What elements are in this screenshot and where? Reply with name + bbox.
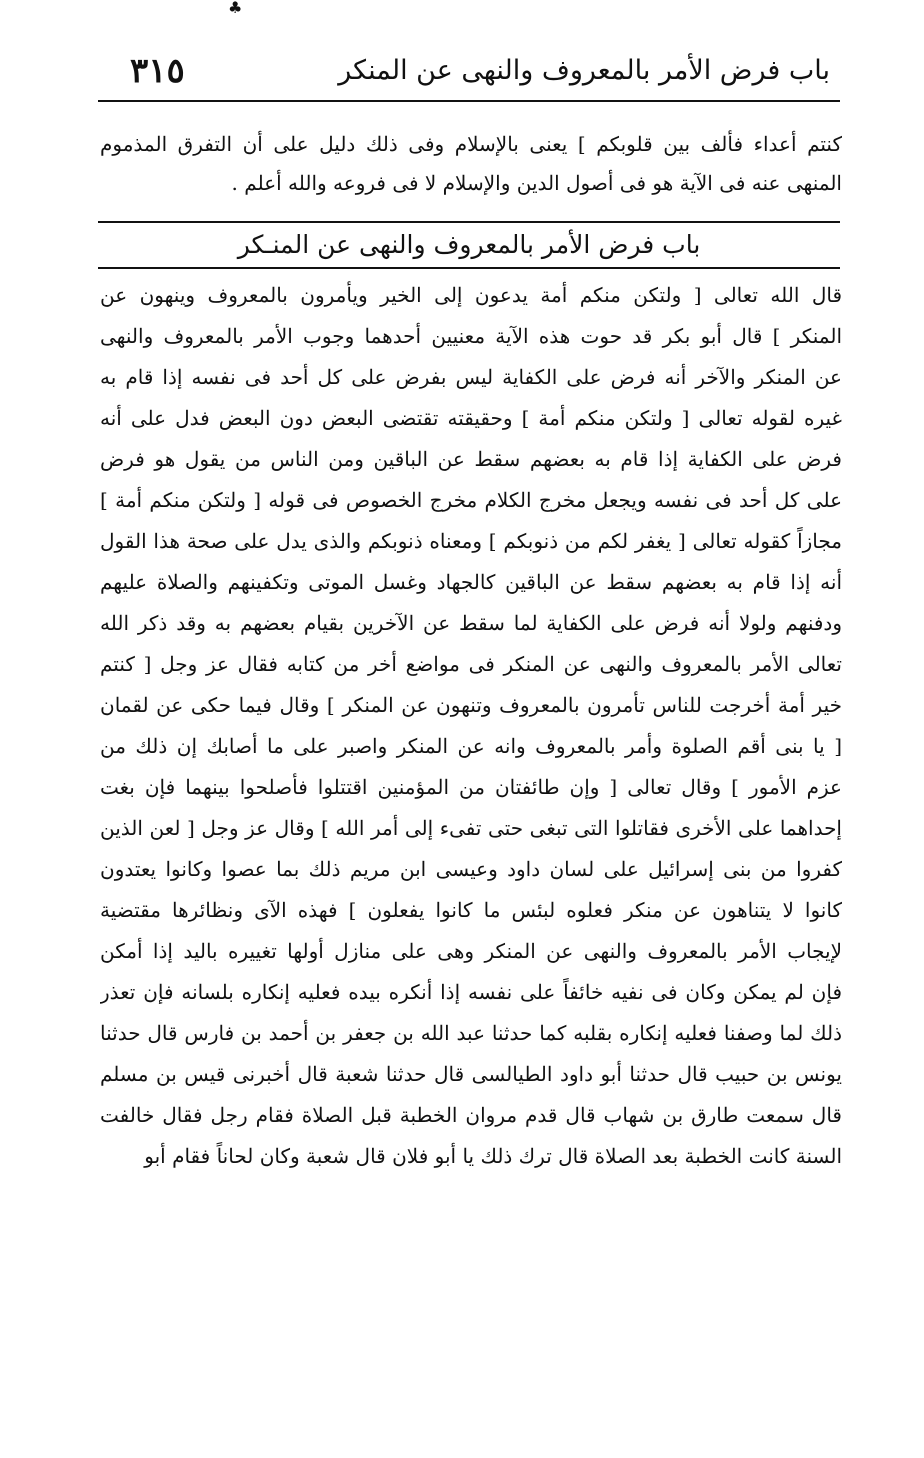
text-line: غيره لقوله تعالى [ ولتكن منكم أمة ] وحقيقته تقتضى البعض دون البعض فدل على أنه [100, 406, 842, 430]
text-line: المنهى عنه فى الآية هو فى أصول الدين والإسلام لا فى فروعه والله أعلم . [231, 171, 842, 195]
text-line: كانوا لا يتناهون عن منكر فعلوه لبئس ما كانوا يفعلون ] فهذه الآى ونظائرها مقتضية [100, 898, 842, 922]
section-body [100, 275, 842, 1177]
text-line: إحداهما على الأخرى فقاتلوا التى تبغى حتى تفىء إلى أمر الله ] وقال عز وجل [ لعن الذين [100, 816, 842, 840]
section-rule-bottom [98, 267, 840, 269]
text-line: [ يا بنى أقم الصلوة وأمر بالمعروف وانه عن المنكر واصبر على ما أصابك إن ذلك من [100, 734, 842, 758]
text-line: فإن لم يمكن وكان فى نفيه خائفاً على نفسه إذا أنكره بيده فعليه إنكاره بلسانه فإن تعذر [100, 980, 842, 1004]
text-line: قال الله تعالى [ ولتكن منكم أمة يدعون إلى الخير ويأمرون بالمعروف وينهون عن [100, 283, 842, 307]
text-line: عزم الأمور ] وقال تعالى [ وإن طائفتان من المؤمنين اقتتلوا فأصلحوا بينهما فإن بغت [100, 775, 842, 799]
text-line: أنه إذا قام به بعضهم سقط عن الباقين كالجهاد وغسل الموتى وتكفينهم والصلاة عليهم [100, 570, 842, 594]
header-rule [98, 100, 840, 102]
running-title: باب فرض الأمر بالمعروف والنهى عن المنكر [338, 55, 830, 86]
previous-paragraph [100, 125, 842, 203]
ornament-mark: ♣ [228, 0, 243, 17]
text-line: تعالى الأمر بالمعروف والنهى عن المنكر فى مواضع أخر من كتابه فقال عز وجل [ كنتم [100, 652, 842, 676]
text-line: لإيجاب الأمر بالمعروف والنهى عن المنكر وهى على منازل أولها تغييره باليد إذا أمكن [100, 939, 842, 963]
page-number: ٣١٥ [130, 51, 185, 91]
running-header [98, 50, 838, 98]
text-line: على كل أحد فى نفسه ويجعل مخرج الكلام مخرج الخصوص فى قوله [ ولتكن منكم أمة ] [100, 488, 842, 512]
text-line: كفروا من بنى إسرائيل على لسان داود وعيسى ابن مريم ذلك بما عصوا وكانوا يعتدون [100, 857, 842, 881]
text-line: خير أمة أخرجت للناس تأمرون بالمعروف وتنهون عن المنكر ] وقال فيما حكى عن لقمان [100, 693, 842, 717]
text-line: السنة كانت الخطبة بعد الصلاة قال ترك ذلك يا أبو فلان قال شعبة وكان لحاناً فقام أبو [144, 1144, 842, 1168]
text-line: عن المنكر والآخر أنه فرض على الكفاية ليس بفرض على كل أحد فى نفسه إذا قام به [100, 365, 842, 389]
text-line: ذلك لما وصفنا فعليه إنكاره بقلبه كما حدثنا عبد الله بن جعفر بن أحمد بن فارس قال حدثنا [100, 1021, 842, 1045]
text-line: قال سمعت طارق بن شهاب قال قدم مروان الخطبة قبل الصلاة فقام رجل فقال خالفت [100, 1103, 842, 1127]
text-line: يونس بن حبيب قال حدثنا أبو داود الطيالسى قال حدثنا شعبة قال أخبرنى قيس بن مسلم [100, 1062, 842, 1086]
text-line: كنتم أعداء فألف بين قلوبكم ] يعنى بالإسلام وفى ذلك دليل على أن التفرق المذموم [100, 132, 842, 156]
text-line: المنكر ] قال أبو بكر قد حوت هذه الآية معنيين أحدهما وجوب الأمر بالمعروف والنهى [100, 324, 842, 348]
section-rule-top [98, 221, 840, 223]
text-line: مجازاً كقوله تعالى [ يغفر لكم من ذنوبكم ] ومعناه ذنوبكم والذى يدل على صحة هذا القول [100, 529, 842, 553]
section-heading: باب فرض الأمر بالمعروف والنهى عن المنـكر [237, 230, 701, 259]
text-line: فرض على الكفاية إذا قام به بعضهم سقط عن الباقين ومن الناس من يقول هو فرض [100, 447, 842, 471]
text-line: ودفنهم ولولا أنه فرض على الكفاية لما سقط عن الآخرين بقيام بعضهم به وقد ذكر الله [100, 611, 842, 635]
